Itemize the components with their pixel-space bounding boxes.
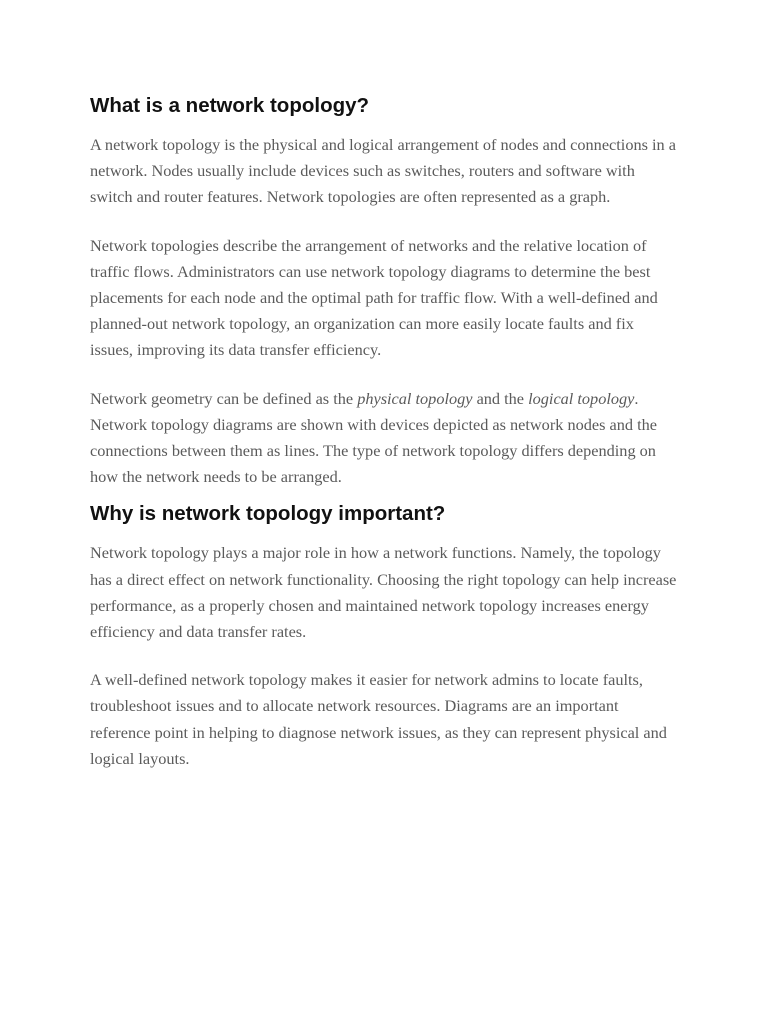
paragraph-geometry-text-a: Network geometry can be defined as the (90, 388, 358, 408)
paragraph-role: Network topology plays a major role in how a network functions. Namely, the topology has a direct effect on network functionality. Choosing the right topology can help increase performance, as a properly chosen and maintained network topology increases energy efficiency and data transfer rates. (90, 543, 677, 642)
paragraph-well-defined: A well-defined network topology makes it easier for network admins to locate faults, troubleshoot issues and to allocate network resources. Diagrams are an important reference point in helping to diagnose network issues, as they can represent physical and logical layouts. (90, 670, 667, 768)
document-page (90, 91, 680, 772)
paragraph-geometry-text-b: and the (472, 388, 529, 408)
paragraph-geometry-text-c: . Network topology diagrams are shown with devices depicted as network nodes and the connections between them as lines. The type of network topology differs depending on how the network needs to be arranged. (90, 388, 657, 487)
section-heading-what-is-topology: What is a network topology? (90, 94, 370, 117)
paragraph-geometry (90, 386, 680, 491)
section-heading-why-important: Why is network topology important? (90, 502, 446, 526)
physical-topology-term: physical topology (357, 388, 473, 408)
logical-topology-term: logical topology (528, 388, 635, 408)
paragraph-definition: A network topology is the physical and logical arrangement of nodes and connections in a network. Nodes usually include devices such as switches, routers and software with switch and router features. Network topologies are often represented as a graph. (90, 135, 676, 207)
paragraph-arrangement: Network topologies describe the arrangement of networks and the relative location of traffic flows. Administrators can use network topology diagrams to determine the best placements for each node and the optimal path for traffic flow. With a well-defined and planned-out network topology, an organization can more easily locate faults and fix issues, improving its data transfer efficiency. (90, 235, 658, 360)
